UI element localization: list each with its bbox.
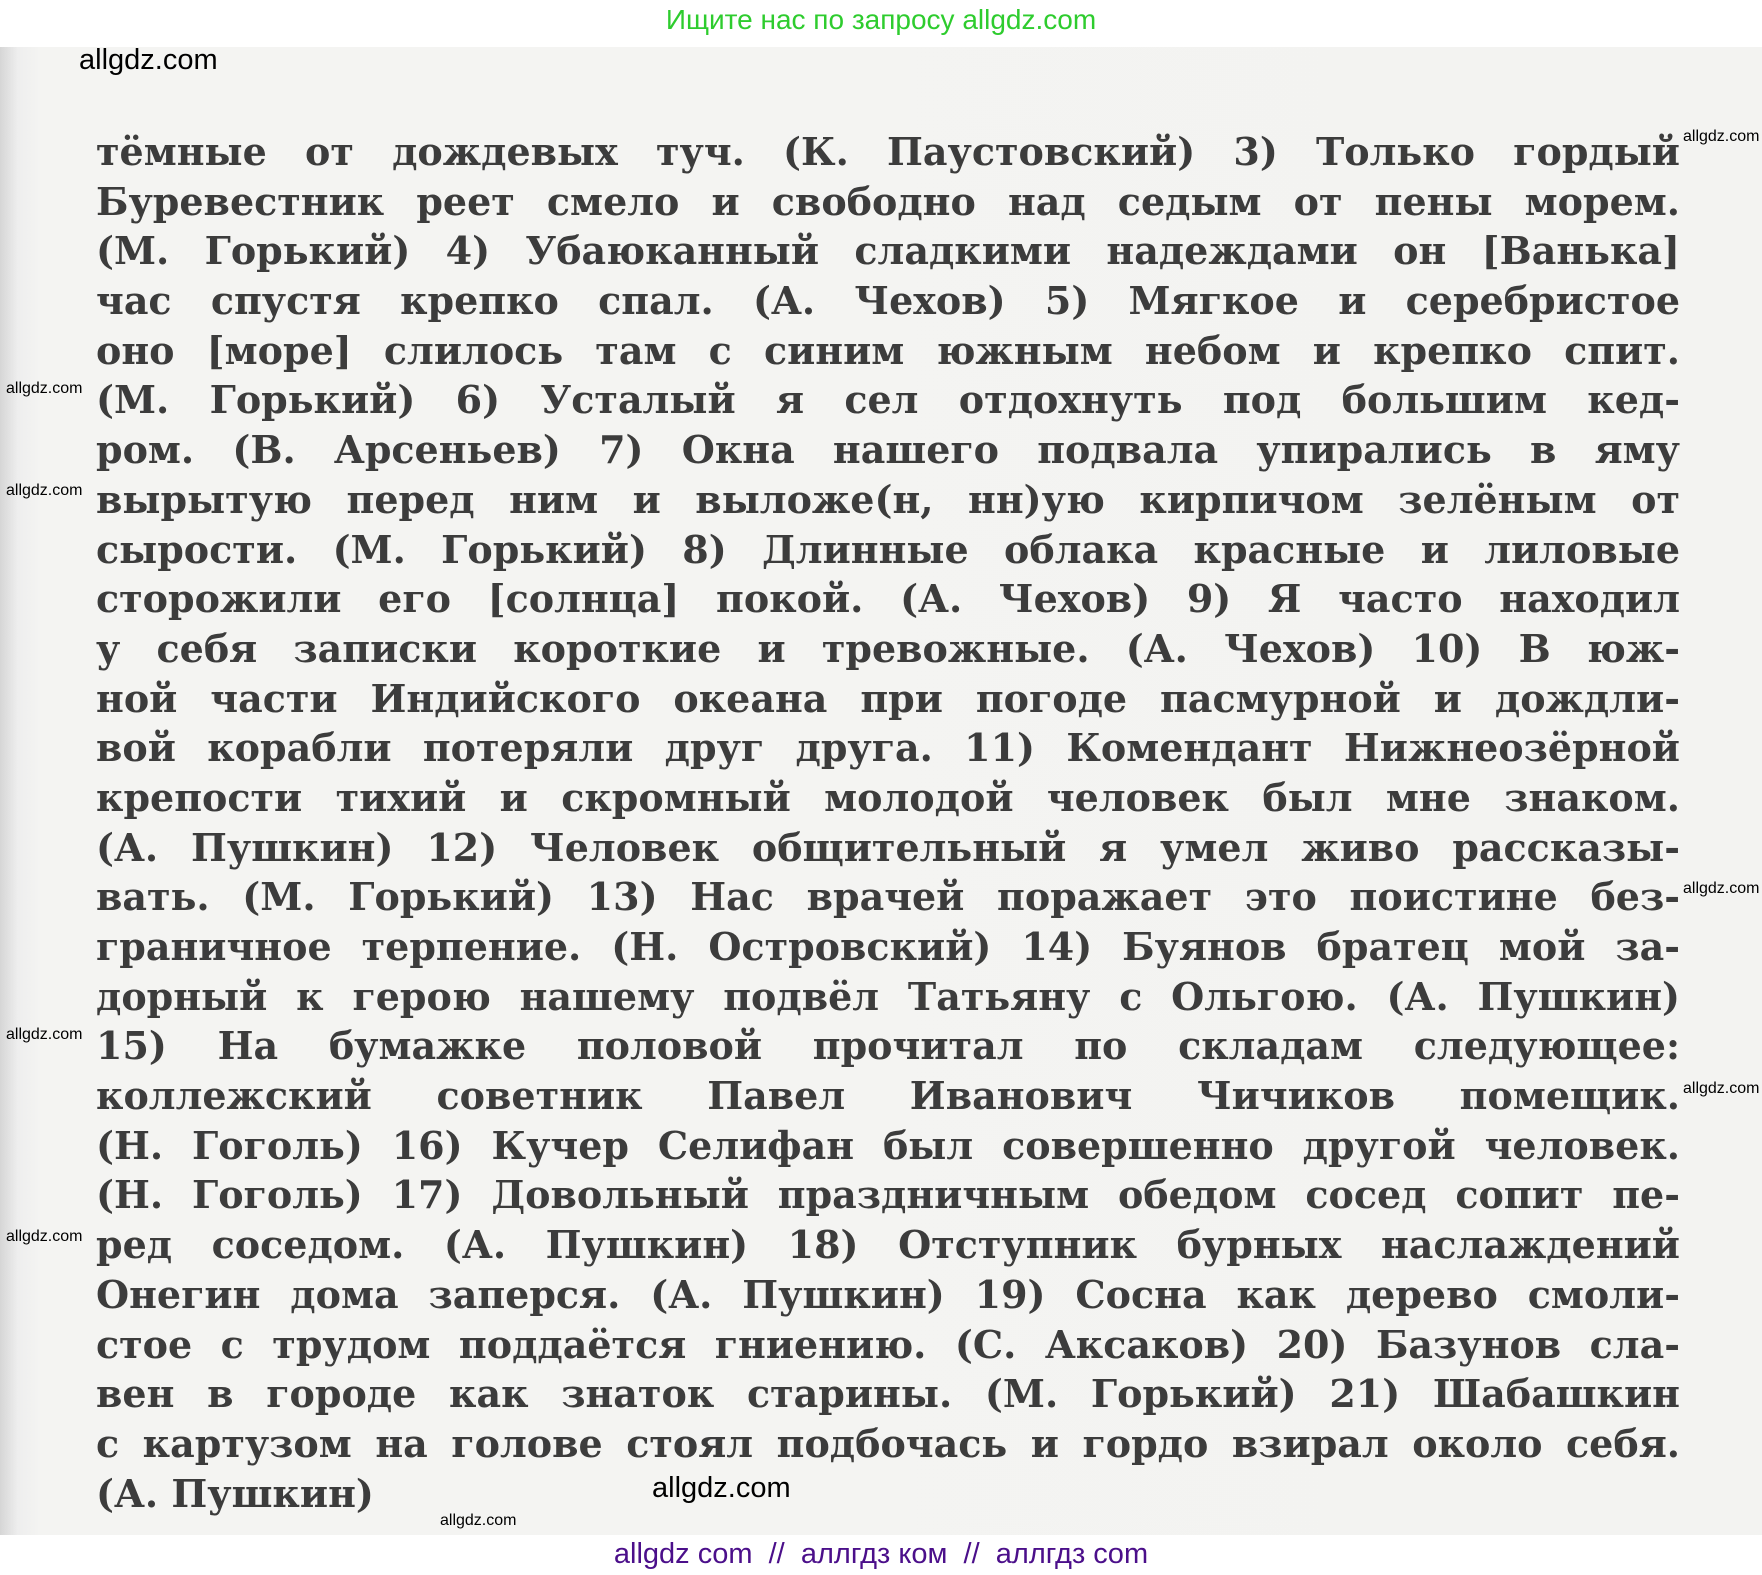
textbook-page (0, 47, 1762, 1535)
watermark: allgdz.com (440, 1512, 517, 1529)
text-line: у себя записки короткие и тревожные. (А. Чехов) 10) В юж- (96, 625, 1680, 671)
text-line: Буревестник реет смело и свободно над седым от пены морем. (96, 178, 1680, 224)
text-line: дорный к герою нашему подвёл Татьяну с Ольгою. (А. Пушкин) (96, 973, 1680, 1019)
text-line: ром. (В. Арсеньев) 7) Окна нашего подвала упирались в яму (96, 427, 1680, 473)
text-line: вырытую перед ним и выложе(н, нн)ую кирпичом зелёным от (96, 476, 1680, 522)
text-line: (А. Пушкин) 12) Человек общительный я умел живо рассказы- (96, 824, 1680, 870)
watermark: allgdz.com (652, 1472, 791, 1504)
footer-promo-text: allgdz com // аллгдз ком // аллгдз com (613, 1538, 1149, 1570)
watermark: allgdz.com (6, 1228, 83, 1245)
text-line: с картузом на голове стоял подбочась и гордо взирал около себя. (96, 1420, 1680, 1466)
watermark: allgdz.com (6, 380, 83, 397)
text-line: ной части Индийского океана при погоде пасмурной и дождли- (96, 675, 1680, 721)
watermark: allgdz.com (6, 1026, 83, 1043)
text-line: граничное терпение. (Н. Островский) 14) Буянов братец мой за- (96, 924, 1680, 969)
text-line: (А. Пушкин) (96, 1470, 374, 1516)
watermark: allgdz.com (1683, 880, 1760, 897)
text-line: (Н. Гоголь) 17) Довольный праздничным обедом сосед сопит пе- (96, 1172, 1680, 1218)
text-line: тёмные от дождевых туч. (К. Паустовский) 3) Только гордый (96, 129, 1680, 174)
watermark: allgdz.com (6, 482, 83, 499)
text-line: ред соседом. (А. Пушкин) 18) Отступник бурных наслаждений (96, 1222, 1680, 1268)
exercise-text (96, 127, 1680, 1518)
text-line: сырости. (М. Горький) 8) Длинные облака красные и лиловые (96, 526, 1680, 572)
text-line: час спустя крепко спал. (А. Чехов) 5) Мягкое и серебристое (96, 278, 1680, 324)
text-line: вен в городе как знаток старины. (М. Горький) 21) Шабашкин (96, 1371, 1680, 1417)
text-line: (М. Горький) 4) Убаюканный сладкими надеждами он [Ванька] (96, 228, 1680, 274)
text-line: (Н. Гоголь) 16) Кучер Селифан был совершенно другой человек. (96, 1122, 1680, 1168)
text-line: крепости тихий и скромный молодой человек был мне знаком. (96, 774, 1680, 820)
text-line: стое с трудом поддаётся гниению. (С. Аксаков) 20) Базунов сла- (96, 1321, 1680, 1367)
bottom-promo-bar (0, 1535, 1762, 1575)
top-promo-bar (0, 0, 1762, 47)
text-line: коллежский советник Павел Иванович Чичиков помещик. (96, 1073, 1680, 1119)
promo-text: Ищите нас по запросу allgdz.com (665, 4, 1097, 35)
text-line: вать. (М. Горький) 13) Нас врачей поражает это поистине без- (96, 874, 1680, 920)
watermark: allgdz.com (1683, 1080, 1760, 1097)
text-line: (М. Горький) 6) Усталый я сел отдохнуть под большим кед- (96, 377, 1680, 423)
watermark: allgdz.com (1683, 128, 1760, 145)
text-line: 15) На бумажке половой прочитал по складам следующее: (96, 1023, 1680, 1069)
text-line: вой корабли потеряли друг друга. 11) Комендант Нижнеозёрной (96, 725, 1680, 771)
text-line: сторожили его [солнца] покой. (А. Чехов) 9) Я часто находил (96, 576, 1680, 622)
text-line: оно [море] слилось там с синим южным небом и крепко спит. (96, 327, 1680, 373)
text-line: Онегин дома заперся. (А. Пушкин) 19) Сосна как дерево смоли- (96, 1271, 1680, 1317)
watermark: allgdz.com (79, 44, 218, 76)
